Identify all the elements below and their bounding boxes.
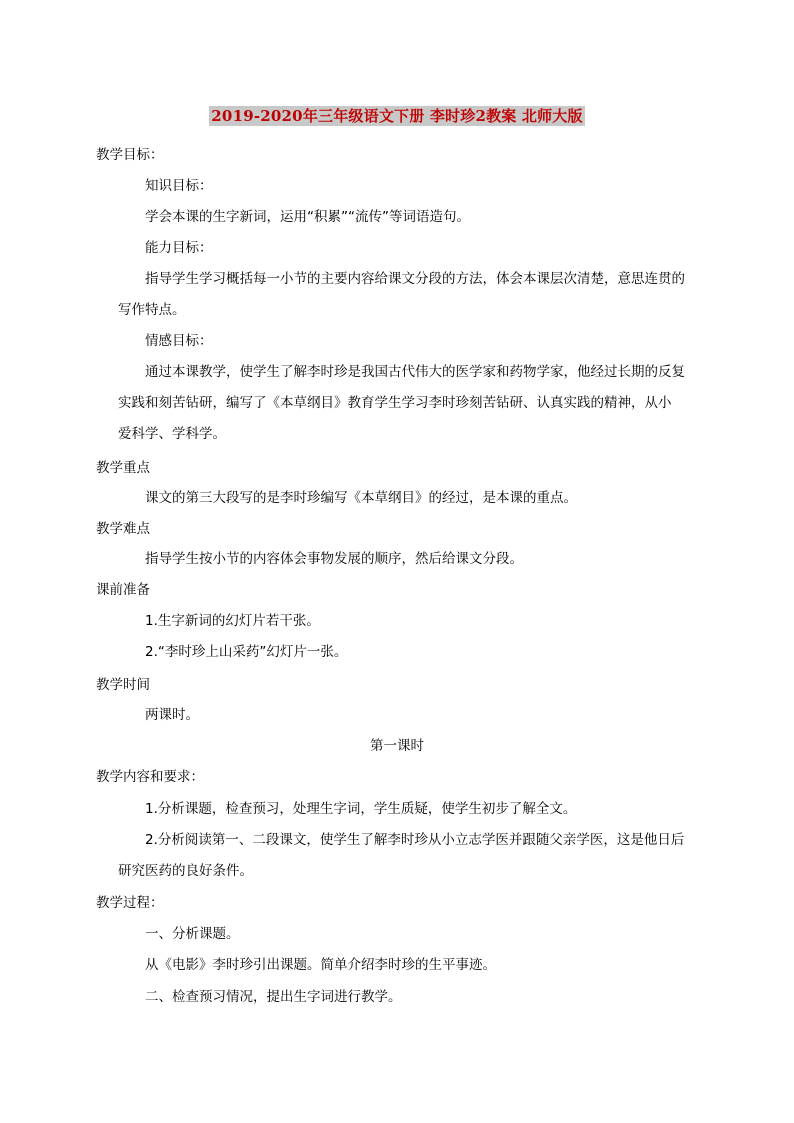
list-item-requirement-2-line2: 研究医药的良好条件。 [118, 863, 253, 879]
document-title: 2019-2020年三年级语文下册 李时珍2教案 北师大版 [211, 107, 583, 125]
heading-teaching-goals: 教学目标： [96, 147, 164, 163]
list-item-requirement-2-line1: 2.分析阅读第一、二段课文，使学生了解李时珍从小立志学医并跟随父亲学医，这是他日后 [145, 832, 685, 848]
step-1-paragraph: 从《电影》李时珍引出课题。简单介绍李时珍的生平事迹。 [145, 957, 496, 973]
paragraph-emotion-line2: 实践和刻苦钻研，编写了《本草纲目》教育学生学习李时珍刻苦钻研、认真实践的精神，从小 [118, 395, 672, 411]
paragraph-emotion-line3: 爱科学、学科学。 [118, 426, 226, 442]
heading-content-requirements: 教学内容和要求： [96, 769, 204, 785]
subheading-ability-goals: 能力目标： [145, 240, 213, 256]
subheading-emotion-goals: 情感目标： [145, 333, 213, 349]
step-1-title: 一、分析课题。 [145, 926, 240, 942]
paragraph-key-point: 课文的第三大段写的是李时珍编写《本草纲目》的经过，是本课的重点。 [145, 490, 577, 506]
list-item-preparation-2: 2.“李时珍上山采药”幻灯片一张。 [145, 644, 348, 660]
section-title-first-lesson: 第一课时 [370, 738, 424, 754]
list-item-preparation-1: 1.生字新词的幻灯片若干张。 [145, 613, 320, 629]
subheading-knowledge-goals: 知识目标： [145, 178, 213, 194]
step-2-title: 二、检查预习情况，提出生字词进行教学。 [145, 989, 402, 1005]
paragraph-knowledge: 学会本课的生字新词，运用“积累”“流传”等词语造句。 [145, 209, 470, 225]
title-container [0, 106, 794, 126]
heading-preparation: 课前准备 [96, 582, 150, 598]
paragraph-ability-line2: 写作特点。 [118, 302, 186, 318]
paragraph-emotion-line1: 通过本课教学，使学生了解李时珍是我国古代伟大的医学家和药物学家，他经过长期的反复 [145, 364, 685, 380]
heading-teaching-time: 教学时间 [96, 677, 150, 693]
heading-teaching-process: 教学过程： [96, 895, 164, 911]
list-item-requirement-1: 1.分析课题，检查预习，处理生字词，学生质疑，使学生初步了解全文。 [145, 801, 577, 817]
paragraph-ability-line1: 指导学生学习概括每一小节的主要内容给课文分段的方法，体会本课层次清楚，意思连贯的 [145, 271, 685, 287]
heading-key-point: 教学重点 [96, 460, 150, 476]
paragraph-teaching-time: 两课时。 [145, 707, 199, 723]
heading-difficulty: 教学难点 [96, 521, 150, 537]
paragraph-difficulty: 指导学生按小节的内容体会事物发展的顺序，然后给课文分段。 [145, 551, 523, 567]
